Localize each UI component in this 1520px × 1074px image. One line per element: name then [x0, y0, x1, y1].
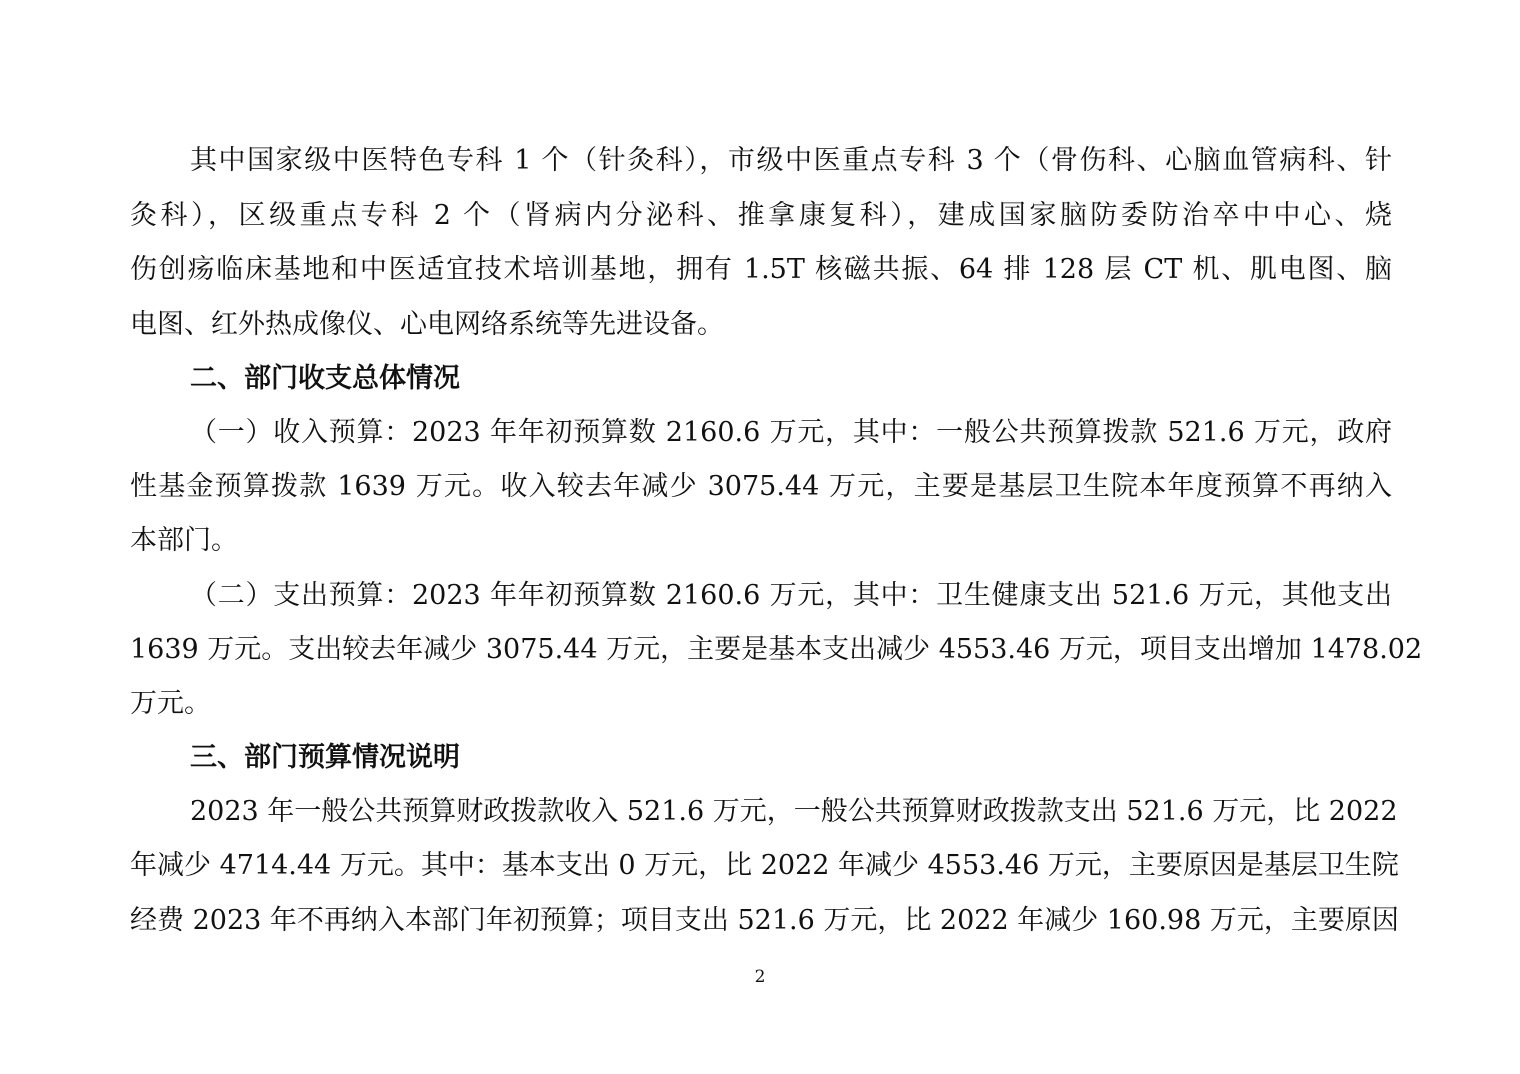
- intro-line-4: 电图、红外热成像仪、心电网络系统等先进设备。: [130, 309, 724, 340]
- intro-line-3: 伤创疡临床基地和中医适宜技术培训基地，拥有 1.5T 核磁共振、64 排 128 层 CT 机、肌电图、脑: [130, 254, 1392, 285]
- intro-line-2: 灸科），区级重点专科 2 个（肾病内分泌科、推拿康复科），建成国家脑防委防治卒中中心、烧: [130, 200, 1392, 231]
- expense-line-1: （二）支出预算：2023 年年初预算数 2160.6 万元，其中：卫生健康支出 521.6 万元，其他支出: [190, 580, 1392, 611]
- income-line-3: 本部门。: [130, 525, 238, 556]
- section-2-heading: 二、部门收支总体情况: [190, 363, 460, 394]
- section-3-heading: 三、部门预算情况说明: [190, 742, 460, 773]
- budget-line-3: 经费 2023 年不再纳入本部门年初预算；项目支出 521.6 万元，比 2022 年减少 160.98 万元，主要原因: [130, 905, 1399, 936]
- page-number: 2: [754, 967, 766, 987]
- budget-line-1: 2023 年一般公共预算财政拨款收入 521.6 万元，一般公共预算财政拨款支出 521.6 万元，比 2022: [190, 796, 1398, 827]
- income-line-1: （一）收入预算：2023 年年初预算数 2160.6 万元，其中：一般公共预算拨款 521.6 万元，政府: [190, 417, 1392, 448]
- intro-line-1: 其中国家级中医特色专科 1 个（针灸科），市级中医重点专科 3 个（骨伤科、心脑血管病科、针: [190, 145, 1392, 176]
- budget-line-2: 年减少 4714.44 万元。其中：基本支出 0 万元，比 2022 年减少 4553.46 万元，主要原因是基层卫生院: [130, 850, 1399, 881]
- expense-line-3: 万元。: [130, 688, 211, 719]
- income-line-2: 性基金预算拨款 1639 万元。收入较去年减少 3075.44 万元，主要是基层卫生院本年度预算不再纳入: [130, 471, 1392, 502]
- expense-line-2: 1639 万元。支出较去年减少 3075.44 万元，主要是基本支出减少 4553.46 万元，项目支出增加 1478.02: [130, 634, 1423, 665]
